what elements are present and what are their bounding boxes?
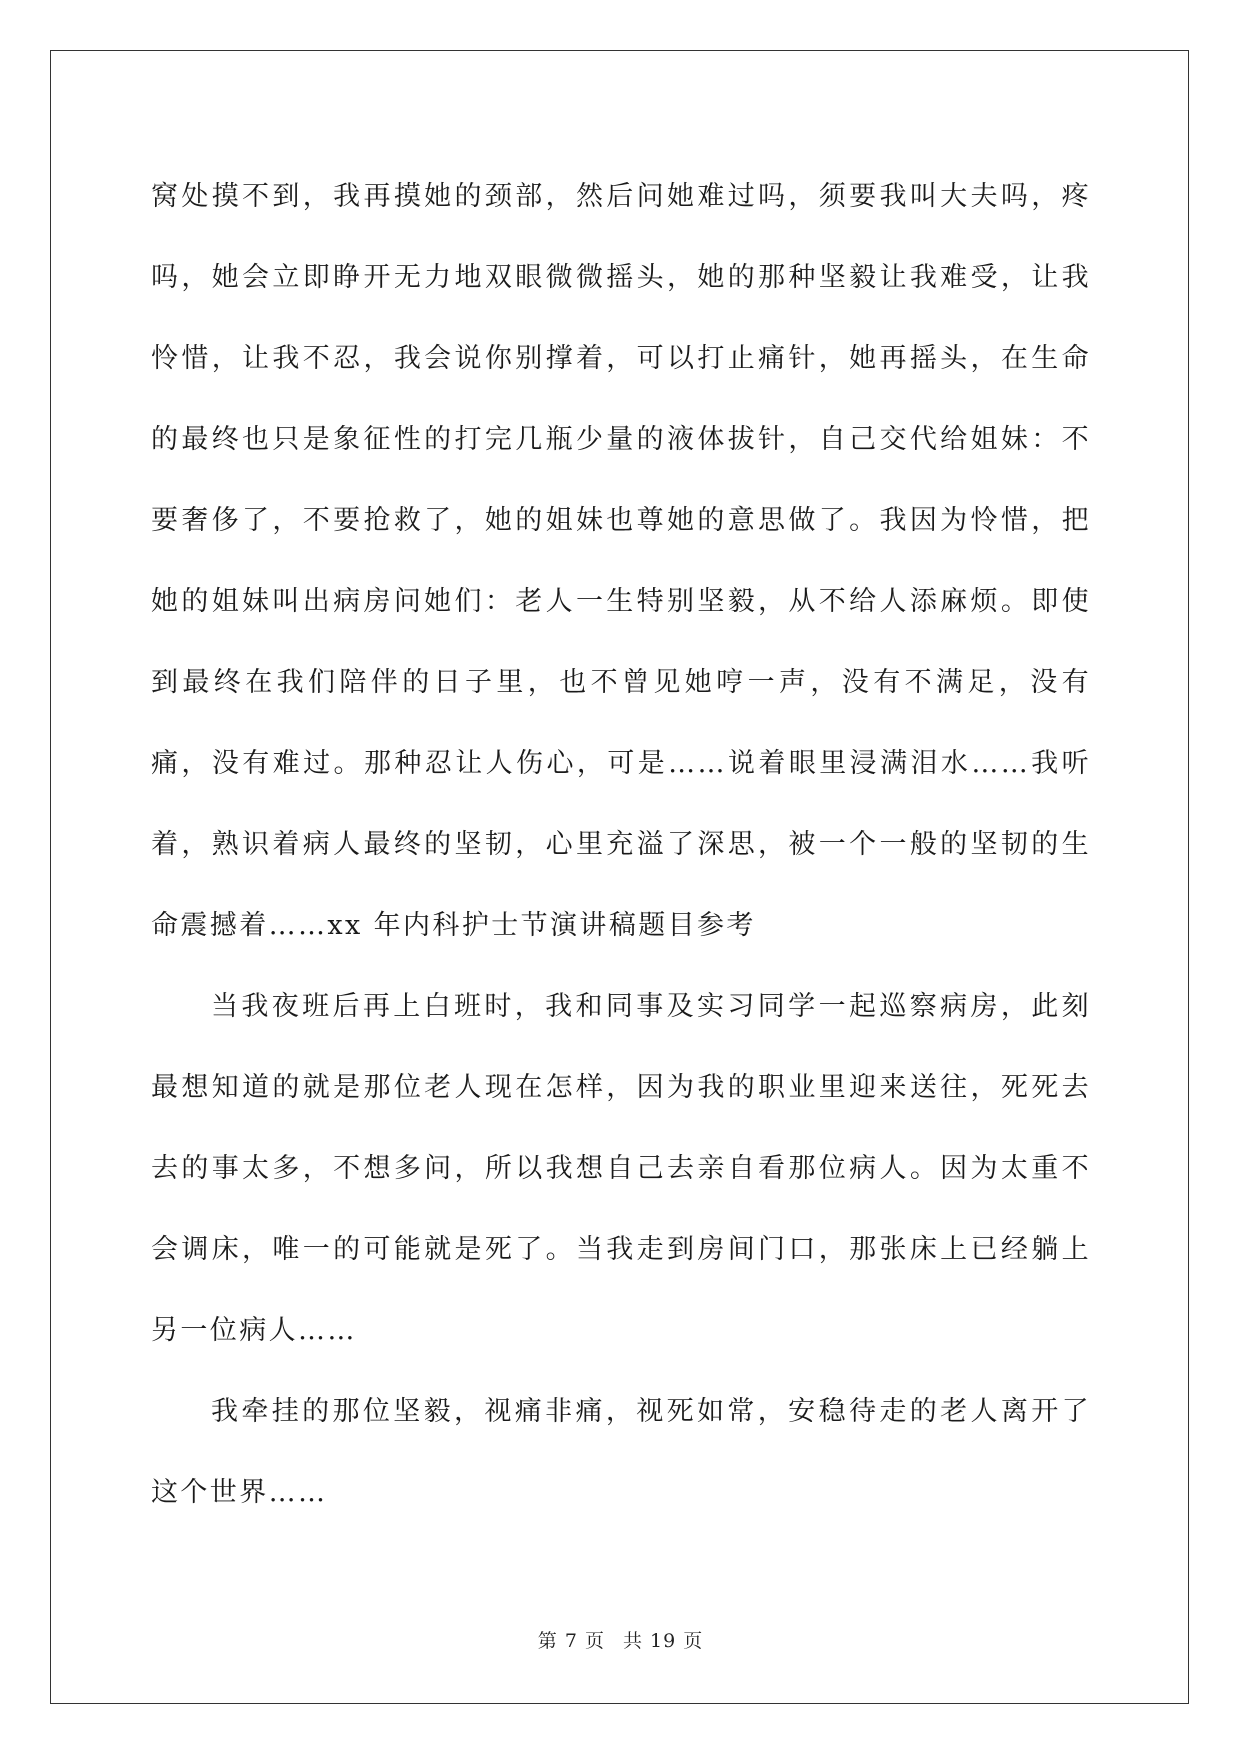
- document-body: [151, 156, 1091, 1533]
- page-number: 第 7 页: [537, 1630, 605, 1652]
- total-pages: 共 19 页: [622, 1630, 704, 1652]
- paragraph: 我牵挂的那位坚毅，视痛非痛，视死如常，安稳待走的老人离开了这个世界……: [151, 1396, 1091, 1508]
- paragraph-continued: 窝处摸不到，我再摸她的颈部，然后问她难过吗，须要我叫大夫吗，疼吗，她会立即睁开无力地双眼微微摇头，她的那种坚毅让我难受，让我怜惜，让我不忍，我会说你别撑着，可以打止痛针，她再摇头，在生命的最终也只是象征性的打完几瓶少量的液体拔针，自己交代给姐妹：不要奢侈了，不要抢救了，她的姐妹也尊她的意思做了。我因为怜惜，把她的姐妹叫出病房问她们：老人一生特别坚毅，从不给人添麻烦。即使到最终在我们陪伴的日子里，也不曾见她哼一声，没有不满足，没有痛，没有难过。那种忍让人伤心，可是……说着眼里浸满泪水……我听着，熟识着病人最终的坚韧，心里充溢了深思，被一个一般的坚韧的生命震撼着……xx 年内科护士节演讲稿题目参考: [151, 181, 1091, 941]
- page-footer: [0, 1626, 1241, 1653]
- paragraph: 当我夜班后再上白班时，我和同事及实习同学一起巡察病房，此刻最想知道的就是那位老人现在怎样，因为我的职业里迎来送往，死死去去的事太多，不想多问，所以我想自己去亲自看那位病人。因为太重不会调床，唯一的可能就是死了。当我走到房间门口，那张床上已经躺上另一位病人……: [151, 991, 1091, 1346]
